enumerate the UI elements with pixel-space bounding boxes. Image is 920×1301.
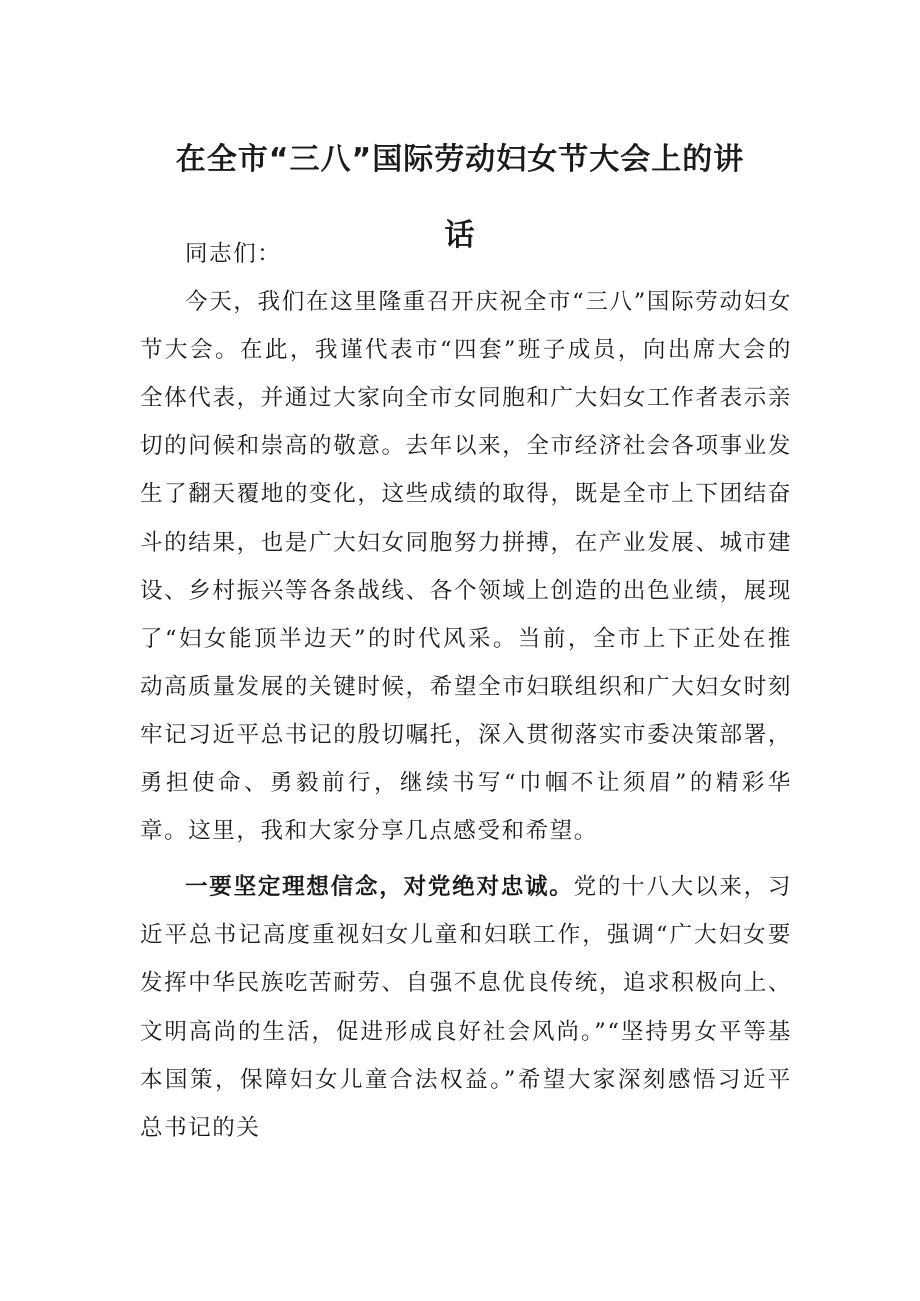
paragraph-1: 今天，我们在这里隆重召开庆祝全市“三八”国际劳动妇女节大会。在此，我谨代表市“四套”班子成员，向出席大会的全体代表，并通过大家向全市女同胞和广大妇女工作者表示亲切的问候和崇高的敬意。去年以来，全市经济社会各项事业发生了翻天覆地的变化，这些成绩的取得，既是全市上下团结奋斗的结果，也是广大妇女同胞努力拼搏，在产业发展、城市建设、乡村振兴等各条战线、各个领域上创造的出色业绩，展现了“妇女能顶半边天”的时代风采。当前，全市上下正处在推动高质量发展的关键时候，希望全市妇联组织和广大妇女时刻牢记习近平总书记的殷切嘱托，深入贯彻落实市委决策部署，勇担使命、勇毅前行，继续书写“巾帼不让须眉”的精彩华章。这里，我和大家分享几点感受和希望。 (140, 289, 792, 845)
document-title-line-2: 话 (444, 218, 476, 253)
paragraph-2 (140, 863, 792, 1152)
document-title-line-1: 在全市“三八”国际劳动妇女节大会上的讲 (175, 142, 745, 177)
paragraph-2-text: 党的十八大以来，习近平总书记高度重视妇女儿童和妇联工作，强调“广大妇女要发挥中华民族吃苦耐劳、自强不息优良传统，追求积极向上、文明高尚的生活，促进形成良好社会风尚。”“坚持男女平等基本国策，保障妇女儿童合法权益。”希望大家深刻感悟习近平总书记的关 (140, 874, 792, 1141)
document-body (140, 230, 792, 1152)
paragraph-2-lead: 一要坚定理想信念，对党绝对忠诚。 (185, 874, 574, 901)
salutation: 同志们： (185, 241, 282, 267)
